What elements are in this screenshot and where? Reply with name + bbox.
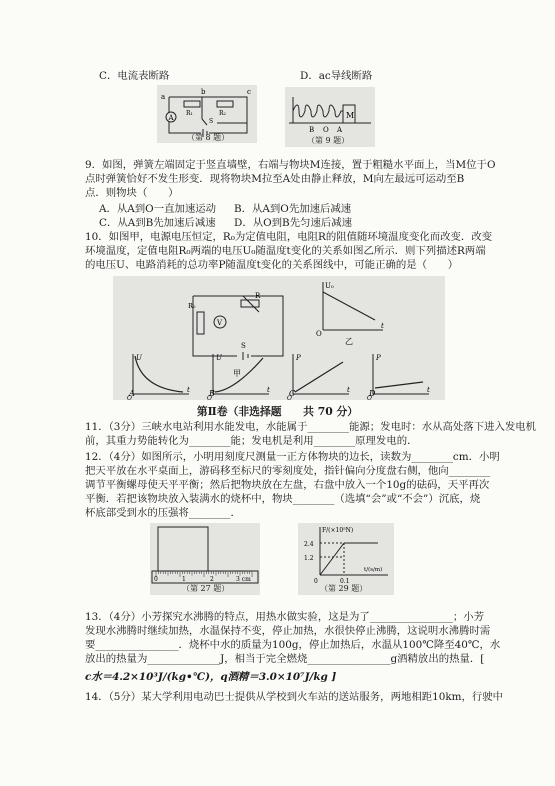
q10-line-1: 10．如图甲，电源电压恒定，R₀为定值电阻，电阻R的阻值随环境温度变化而改变．改变 [85,231,493,243]
figure-q10 [113,276,445,400]
q10-graph-ylabel: P [296,354,301,362]
figure-9 [285,87,375,147]
q9-line-2: 点时弹簧恰好不发生形变．现将物块M拉至A处由静止释放，M向左最远可运动至B [85,173,465,185]
q10-graph-origin: O [207,395,212,400]
force-graph [298,523,394,585]
svg-text:1.2: 1.2 [304,555,314,562]
q10-line-2: 环境温度，定值电阻R₀两端的电压U₀随温度t变化的关系如图乙所示．则下列描述R两端 [85,245,486,257]
svg-text:0: 0 [154,576,158,583]
q10-graph-curve [295,362,343,392]
svg-text:2: 2 [210,576,214,583]
option-c: C．电流表断路 [99,70,170,82]
q11-line-1: 11．（3分）三峡水电站利用水能发电，水能属于________能源；发电时：水从高处落下进入发电机 [85,421,537,433]
figure-27 [150,523,260,595]
q13-line-2: 发现水沸腾时继续加热，水温保持不变，停止加热，水很快停止沸腾，这说明水沸腾时需 [85,625,491,637]
q10-graph-xlabel: t [267,386,270,394]
q10-diagrams [113,276,445,400]
svg-text:O: O [323,126,329,134]
q10-graph-origin: O [367,395,372,400]
svg-text:b: b [201,88,206,96]
q11-line-2: 前，其重力势能转化为________能；发电机是利用________原理发电的． [85,435,418,447]
q10-graph-origin: O [127,395,132,400]
svg-text:B: B [309,126,315,134]
svg-text:3 cm: 3 cm [236,576,251,583]
q9-option-a: A．从A到O一直加速运动 [99,203,217,215]
q10-graph-xlabel: t [187,386,190,394]
q10-graph-curve [375,382,423,388]
figure-29 [298,523,394,595]
q9-line-1: 9．如图，弹簧左端固定于竖直墙壁，右端与物块M连接，置于粗糙水平面上，当M位于O [85,159,496,171]
q13-line-1: 13．（4分）小芳探究水沸腾的特点，用热水做实验，这是为了________________；小芳 [85,611,485,623]
figure-29-caption: （第 29 题） [320,584,368,593]
q12-line-4: 平衡．若把该物块放入装满水的烧杯中，物块________（选填“会”或“不会”）沉底，烧 [85,493,481,505]
q12-line-2: 把天平放在水平桌面上，游码移至标尺的零刻度处，指针偏向分度盘右侧，他向________ [85,465,491,477]
svg-text:2.4: 2.4 [304,541,314,548]
q9-option-c: C．从A到B先加速后减速 [99,217,216,229]
svg-text:a: a [161,93,166,101]
ruler-cube-diagram [150,523,260,585]
q10-graph-origin: O [287,395,292,400]
q12-line-3: 调节平衡螺母使天平平衡；然后把物块放在左盘，右盘中放入一个10g的砝码，天平再次 [85,479,490,491]
figure-8 [157,85,257,143]
section-2-title: 第Ⅱ卷（非选择题 共 70 分） [196,405,359,418]
q10-graph-letter: D [369,389,376,398]
svg-text:R: R [255,292,261,300]
svg-text:A: A [337,126,343,134]
svg-text:1: 1 [182,576,186,583]
svg-text:0: 0 [314,578,318,585]
svg-text:V: V [217,319,223,327]
q10-line-3: 的电压U、电路消耗的总功率P随温度t变化的关系图线中，可能正确的是（ ） [85,259,459,271]
q9-option-b: B．从A到O先加速后减速 [234,203,352,215]
svg-text:t/(s/m): t/(s/m) [364,567,383,573]
figure-9-caption: （第 9 题） [307,136,350,145]
svg-text:S: S [241,342,246,350]
svg-text:R₀: R₀ [188,302,196,310]
option-d: D．ac导线断路 [300,70,373,82]
q10-graph-letter: C [289,389,296,398]
q10-graph-c [287,354,350,400]
q10-graph-a [127,354,190,400]
q10-graph-curve [135,356,183,392]
svg-text:S: S [209,118,214,125]
svg-text:O: O [316,330,322,338]
label-jia: 甲 [233,369,241,378]
svg-text:t: t [381,322,384,330]
q10-graph-ylabel: U [136,354,142,362]
label-yi: 乙 [345,337,353,346]
svg-text:R₂: R₂ [219,110,226,117]
svg-text:M: M [346,111,355,120]
svg-text:R₁: R₁ [186,110,193,117]
q9-line-3: 点．则物块（ ） [85,187,179,199]
q13-formula: c水＝4.2×10³J/(kg•℃)，q酒精＝3.0×10⁷J/kg ] [85,671,337,683]
q10-graph-letter: B [209,389,215,398]
svg-text:0.1: 0.1 [340,578,350,585]
q12-line-1: 12．（4分）如图所示，小明用刻度尺测量一正方体物块的边长，读数为________cm．小明 [85,451,500,463]
q10-graph-axes [373,354,429,394]
svg-text:U₀: U₀ [325,282,334,290]
q10-graph-xlabel: t [347,386,350,394]
svg-text:F/(×10⁵N): F/(×10⁵N) [322,527,354,534]
q14-line-1: 14．（5分）某大学利用电动巴士提供从学校到火车站的送站服务，两地相距10km，行驶中 [85,691,504,703]
meter-label: A [168,114,174,122]
q10-graph-letter: A [129,389,135,398]
q13-line-3: 要________________．烧杯中水的质量为100g，停止加热后，水温从100℃降至40℃，水 [85,639,501,651]
figure-8-caption: （第 8 题） [187,133,230,142]
q13-line-4: 放出的热量为______________J，相当于完全燃烧________________g酒精放出的热量．[ [85,653,485,665]
figure-27-caption: （第 27 题） [182,584,230,593]
q9-option-d: D．从O到B先匀速后减速 [234,217,352,229]
q10-graph-ylabel: U [216,354,222,362]
q10-graph-d [367,354,430,400]
q10-graph-xlabel: t [427,386,430,394]
svg-text:c: c [247,88,251,96]
q12-line-5: 杯底部受到水的压强将________． [85,507,241,519]
q10-graph-ylabel: P [376,354,381,362]
